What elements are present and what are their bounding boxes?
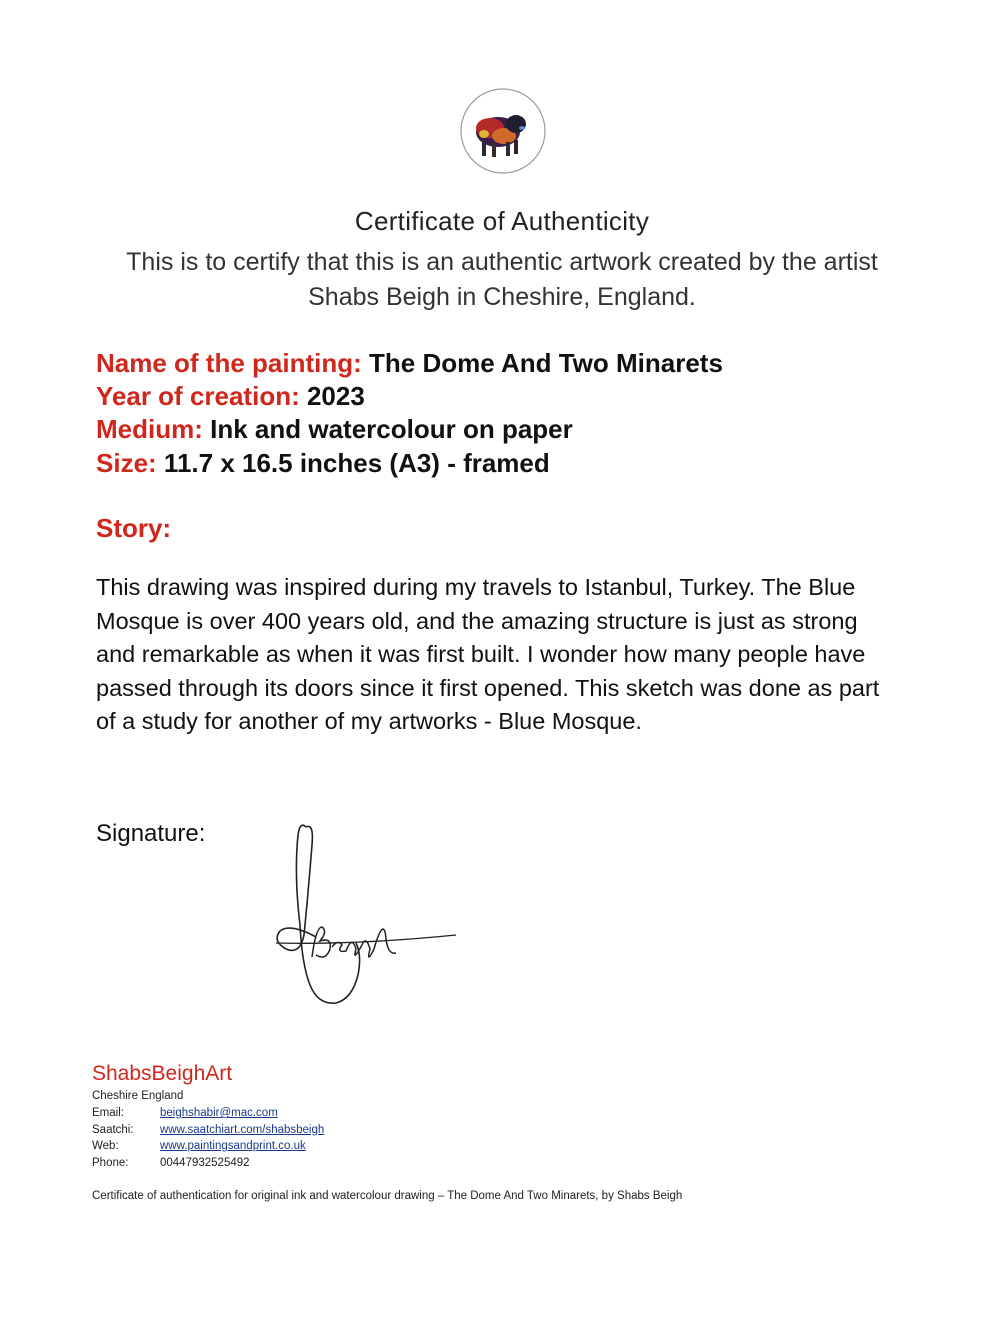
story-line: Mosque is over 400 years old, and the amazing structure is just as strong <box>96 607 858 634</box>
certificate-footnote: Certificate of authentication for original ink and watercolour drawing – The Dome And Two Minarets, by Shabs Beigh <box>92 1190 683 1202</box>
certificate-subtitle-line-2: Shabs Beigh in Cheshire, England. <box>308 283 696 311</box>
phone-label: Phone: <box>92 1157 129 1169</box>
story-line: of a study for another of my artworks - Blue Mosque. <box>96 708 642 734</box>
email-link[interactable]: beighshabir@mac.com <box>160 1107 278 1119</box>
web-row <box>92 1140 306 1152</box>
phone-value: 00447932525492 <box>160 1157 250 1169</box>
phone-row <box>92 1157 250 1169</box>
story-line: This drawing was inspired during my travels to Istanbul, Turkey. The Blue <box>96 574 856 600</box>
year-label: Year of creation: <box>96 381 300 411</box>
painting-name-field <box>96 348 723 379</box>
location: Cheshire England <box>92 1090 184 1102</box>
signature-label: Signature: <box>96 820 206 847</box>
year-field <box>96 381 365 412</box>
email-row <box>92 1107 278 1119</box>
web-link[interactable]: www.paintingsandprint.co.uk <box>160 1140 306 1152</box>
story-heading: Story: <box>96 513 172 543</box>
medium-label: Medium: <box>96 414 203 444</box>
signature-image <box>266 815 466 1015</box>
bull-logo-icon <box>460 88 546 174</box>
certificate-title: Certificate of Authenticity <box>354 206 650 236</box>
story-line: and remarkable as when it was first built. I wonder how many people have <box>96 641 866 667</box>
saatchi-link[interactable]: www.saatchiart.com/shabsbeigh <box>160 1124 325 1136</box>
year-value: 2023 <box>306 381 365 411</box>
medium-field <box>96 414 573 445</box>
web-label: Web: <box>92 1140 119 1152</box>
painting-name-label: Name of the painting: <box>96 348 362 378</box>
story-text <box>96 571 916 739</box>
saatchi-label: Saatchi: <box>92 1124 134 1136</box>
painting-name-value: The Dome And Two Minarets <box>369 348 723 378</box>
brand-name: ShabsBeighArt <box>92 1062 233 1085</box>
medium-value: Ink and watercolour on paper <box>210 414 573 444</box>
size-field <box>96 448 550 479</box>
size-value: 11.7 x 16.5 inches (A3) - framed <box>163 448 550 478</box>
story-line: passed through its doors since it first opened. This sketch was done as part <box>96 674 880 701</box>
email-label: Email: <box>92 1107 124 1119</box>
saatchi-row <box>92 1124 324 1136</box>
certificate-subtitle-line-1: This is to certify that this is an authentic artwork created by the artist <box>126 248 878 276</box>
size-label: Size: <box>96 448 157 478</box>
